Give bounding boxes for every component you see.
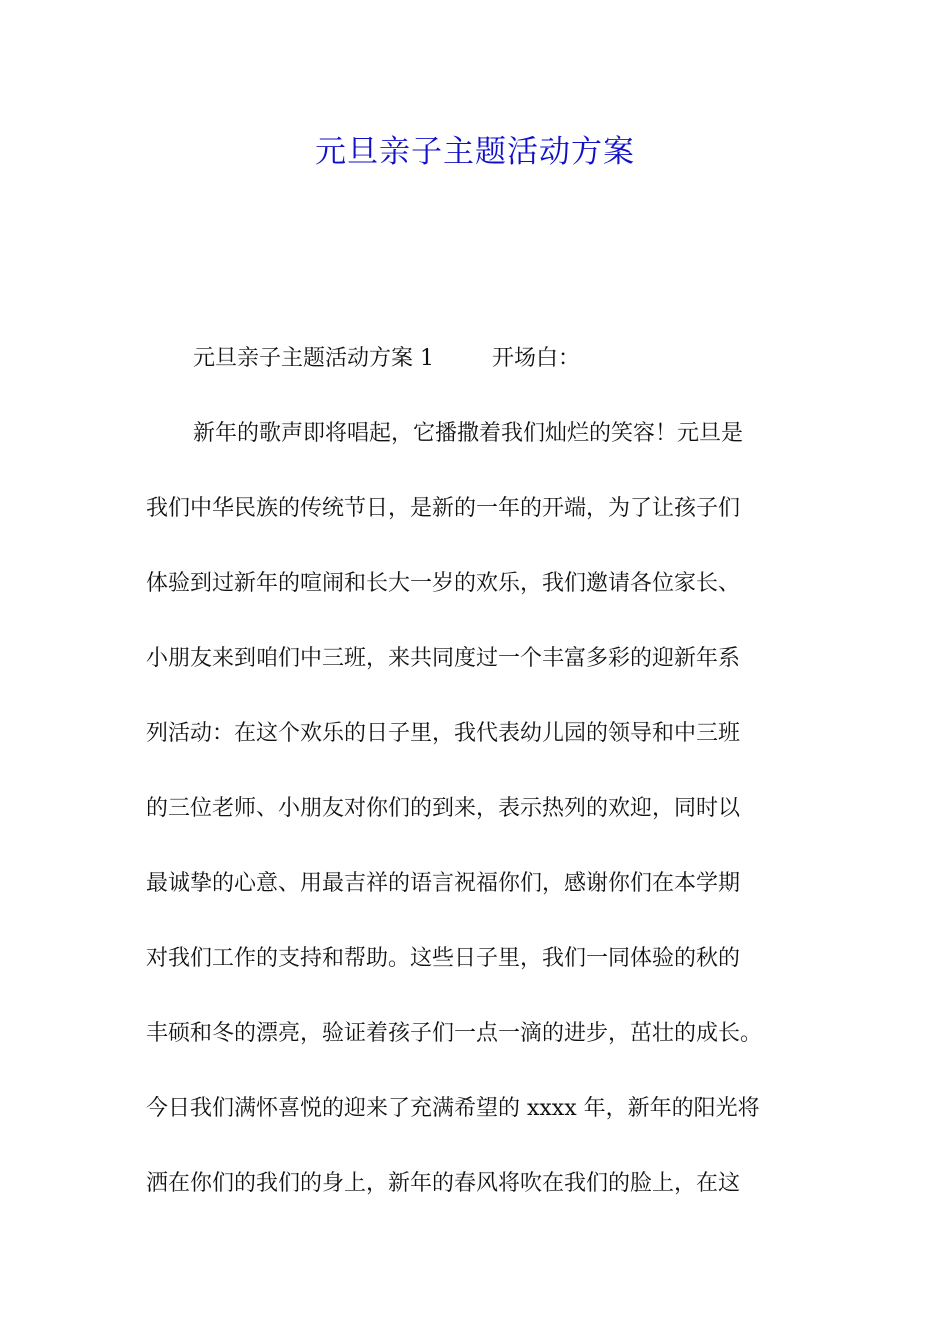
document-body xyxy=(146,340,814,1203)
blank-line xyxy=(146,753,814,791)
paragraph-line: 丰硕和冬的漂亮，验证着孩子们一点一滴的进步，茁壮的成长。 xyxy=(146,1021,763,1046)
paragraph-line: 列活动：在这个欢乐的日子里，我代表幼儿园的领导和中三班 xyxy=(146,721,741,746)
section-heading-line xyxy=(146,340,814,378)
paragraph-line: 新年的歌声即将唱起，它播撒着我们灿烂的笑容！元旦是 xyxy=(193,421,744,446)
section-heading: 元旦亲子主题活动方案 1 xyxy=(193,346,434,371)
paragraph-line: 体验到过新年的喧闹和长大一岁的欢乐，我们邀请各位家长、 xyxy=(146,571,741,596)
paragraph-line: 最诚挚的心意、用最吉祥的语言祝福你们，感谢你们在本学期 xyxy=(146,871,741,896)
blank-line xyxy=(146,678,814,716)
blank-line xyxy=(146,453,814,491)
paragraph-line: 洒在你们的我们的身上，新年的春风将吹在我们的脸上，在这 xyxy=(146,1171,741,1196)
document-title: 元旦亲子主题活动方案 xyxy=(315,134,635,170)
blank-line xyxy=(146,1128,814,1166)
paragraph-line: 的三位老师、小朋友对你们的到来，表示热列的欢迎，同时以 xyxy=(146,796,741,821)
blank-line xyxy=(146,528,814,566)
section-subheading: 开场白： xyxy=(492,346,581,371)
paragraph-line: 今日我们满怀喜悦的迎来了充满希望的 xxxx 年，新年的阳光将 xyxy=(146,1096,760,1121)
blank-line xyxy=(146,1053,814,1091)
blank-line xyxy=(146,378,814,416)
blank-line xyxy=(146,603,814,641)
paragraph-line: 小朋友来到咱们中三班，来共同度过一个丰富多彩的迎新年系 xyxy=(146,646,741,671)
blank-line xyxy=(146,903,814,941)
paragraph-line: 对我们工作的支持和帮助。这些日子里，我们一同体验的秋的 xyxy=(146,946,741,971)
blank-line xyxy=(146,978,814,1016)
blank-line xyxy=(146,828,814,866)
paragraph-line: 我们中华民族的传统节日，是新的一年的开端，为了让孩子们 xyxy=(146,496,741,521)
